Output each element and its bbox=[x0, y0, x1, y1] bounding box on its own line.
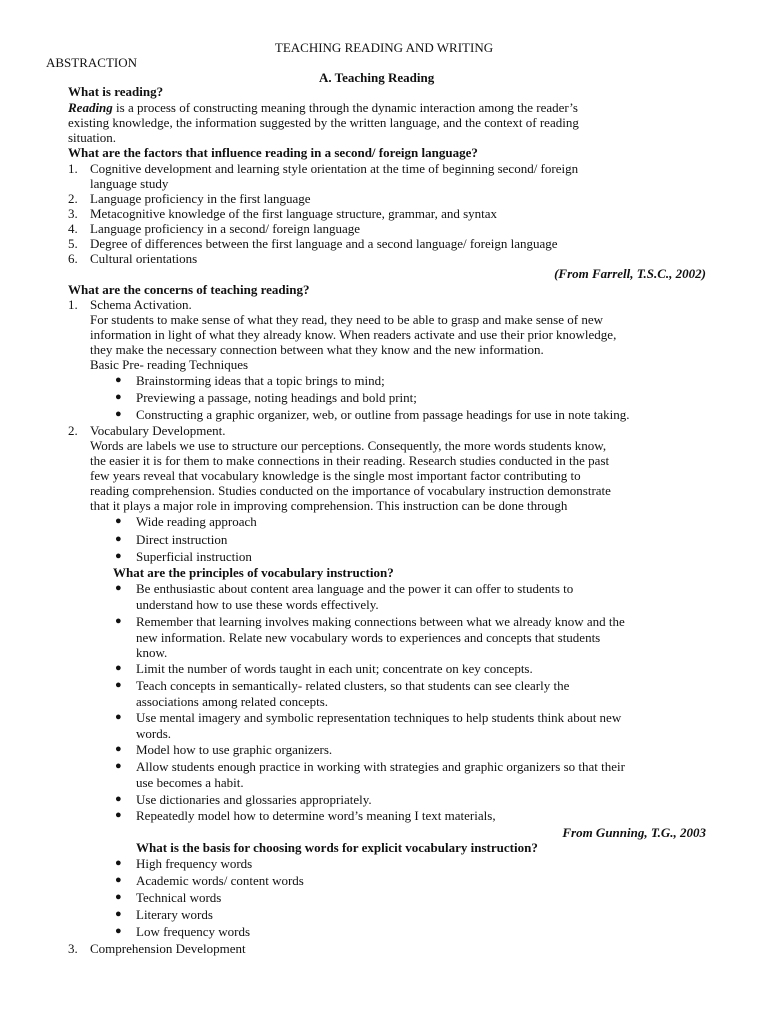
bullet-icon: ● bbox=[115, 760, 122, 772]
list-number: 3. bbox=[68, 206, 78, 221]
factor-item: Language proficiency in the first language bbox=[90, 191, 311, 206]
schema-activation-title: Schema Activation. bbox=[90, 297, 192, 312]
farrell-citation: (From Farrell, T.S.C., 2002) bbox=[554, 266, 706, 281]
list-number: 3. bbox=[68, 941, 78, 956]
principle-item-continued: understand how to use these words effectively. bbox=[136, 597, 379, 612]
factor-item: Metacognitive knowledge of the first language structure, grammar, and syntax bbox=[90, 206, 498, 221]
list-number: 4. bbox=[68, 221, 78, 236]
reading-definition-line-1 bbox=[68, 100, 578, 115]
bullet-icon: ● bbox=[115, 662, 122, 674]
reading-definition-text: is a process of constructing meaning through the dynamic interaction among the reader’s bbox=[112, 100, 578, 115]
principles-heading: What are the principles of vocabulary instruction? bbox=[113, 565, 394, 580]
word-type-item: Low frequency words bbox=[136, 924, 251, 939]
principle-item-continued: use becomes a habit. bbox=[136, 775, 244, 790]
factor-item: Cultural orientations bbox=[90, 251, 198, 266]
vocabulary-paragraph-line: that it plays a major role in improving comprehension. This instruction can be done through bbox=[90, 498, 568, 513]
bullet-icon: ● bbox=[115, 857, 122, 869]
bullet-icon: ● bbox=[115, 374, 122, 386]
bullet-icon: ● bbox=[115, 615, 122, 627]
list-number: 2. bbox=[68, 423, 78, 438]
factor-item: Degree of differences between the first language and a second language/ foreign language bbox=[90, 236, 558, 251]
instruction-approach: Direct instruction bbox=[136, 532, 228, 547]
concerns-heading: What are the concerns of teaching reading? bbox=[68, 282, 310, 297]
bullet-icon: ● bbox=[115, 679, 122, 691]
principle-item: Model how to use graphic organizers. bbox=[136, 742, 333, 757]
principle-item-continued: know. bbox=[136, 645, 168, 660]
principle-item: Repeatedly model how to determine word’s meaning I text materials, bbox=[136, 808, 496, 823]
principle-item: Be enthusiastic about content area language and the power it can offer to students to bbox=[136, 581, 574, 596]
reading-definition-line-3: situation. bbox=[68, 130, 117, 145]
bullet-icon: ● bbox=[115, 809, 122, 821]
schema-paragraph-line: information in light of what they already know. When readers activate and use their prior knowledge, bbox=[90, 327, 617, 342]
list-number: 5. bbox=[68, 236, 78, 251]
list-number: 2. bbox=[68, 191, 78, 206]
what-is-reading-heading: What is reading? bbox=[68, 84, 164, 99]
bullet-icon: ● bbox=[115, 391, 122, 403]
factor-item: Language proficiency in a second/ foreign language bbox=[90, 221, 360, 236]
bullet-icon: ● bbox=[115, 711, 122, 723]
list-number: 6. bbox=[68, 251, 78, 266]
pre-reading-technique: Brainstorming ideas that a topic brings to mind; bbox=[136, 373, 385, 388]
reading-term: Reading bbox=[68, 100, 113, 115]
principle-item: Remember that learning involves making connections between what we already know and the bbox=[136, 614, 625, 629]
instruction-approach: Wide reading approach bbox=[136, 514, 257, 529]
bullet-icon: ● bbox=[115, 874, 122, 886]
pre-reading-subheading: Basic Pre- reading Techniques bbox=[90, 357, 249, 372]
word-type-item: High frequency words bbox=[136, 856, 253, 871]
comprehension-development-title: Comprehension Development bbox=[90, 941, 246, 956]
abstraction-heading: ABSTRACTION bbox=[46, 55, 138, 70]
bullet-icon: ● bbox=[115, 533, 122, 545]
bullet-icon: ● bbox=[115, 908, 122, 920]
bullet-icon: ● bbox=[115, 743, 122, 755]
list-number: 1. bbox=[68, 297, 78, 312]
principle-item-continued: new information. Relate new vocabulary words to experiences and concepts that students bbox=[136, 630, 601, 645]
principle-item-continued: words. bbox=[136, 726, 172, 741]
instruction-approach: Superficial instruction bbox=[136, 549, 252, 564]
bullet-icon: ● bbox=[115, 515, 122, 527]
basis-heading: What is the basis for choosing words for explicit vocabulary instruction? bbox=[136, 840, 538, 855]
factor-item-continued: language study bbox=[90, 176, 169, 191]
principle-item: Limit the number of words taught in each unit; concentrate on key concepts. bbox=[136, 661, 533, 676]
vocabulary-paragraph-line: reading comprehension. Studies conducted on the importance of vocabulary instruction demonstrate bbox=[90, 483, 611, 498]
factors-heading: What are the factors that influence reading in a second/ foreign language? bbox=[68, 145, 478, 160]
pre-reading-technique: Previewing a passage, noting headings and bold print; bbox=[136, 390, 417, 405]
factor-item: Cognitive development and learning style orientation at the time of beginning second/ foreign bbox=[90, 161, 579, 176]
reading-definition-line-2: existing knowledge, the information suggested by the written language, and the context of reading bbox=[68, 115, 579, 130]
principle-item: Use dictionaries and glossaries appropriately. bbox=[136, 792, 372, 807]
principle-item: Use mental imagery and symbolic representation techniques to help students think about new bbox=[136, 710, 622, 725]
bullet-icon: ● bbox=[115, 793, 122, 805]
vocabulary-paragraph-line: few years reveal that vocabulary knowledge is the single most important factor contributing to bbox=[90, 468, 581, 483]
word-type-item: Technical words bbox=[136, 890, 222, 905]
list-number: 1. bbox=[68, 161, 78, 176]
gunning-citation: From Gunning, T.G., 2003 bbox=[562, 825, 706, 840]
section-a-heading: A. Teaching Reading bbox=[319, 70, 435, 85]
pre-reading-technique: Constructing a graphic organizer, web, or outline from passage headings for use in note taking. bbox=[136, 407, 630, 422]
schema-paragraph-line: For students to make sense of what they read, they need to be able to grasp and make sense of new bbox=[90, 312, 603, 327]
bullet-icon: ● bbox=[115, 925, 122, 937]
principle-item: Teach concepts in semantically- related clusters, so that students can see clearly the bbox=[136, 678, 570, 693]
vocabulary-development-title: Vocabulary Development. bbox=[90, 423, 226, 438]
document-title: TEACHING READING AND WRITING bbox=[274, 40, 494, 55]
bullet-icon: ● bbox=[115, 550, 122, 562]
bullet-icon: ● bbox=[115, 891, 122, 903]
principle-item: Allow students enough practice in working with strategies and graphic organizers so that their bbox=[136, 759, 625, 774]
vocabulary-paragraph-line: Words are labels we use to structure our perceptions. Consequently, the more words students know, bbox=[90, 438, 607, 453]
word-type-item: Literary words bbox=[136, 907, 213, 922]
bullet-icon: ● bbox=[115, 582, 122, 594]
bullet-icon: ● bbox=[115, 408, 122, 420]
principle-item-continued: associations among related concepts. bbox=[136, 694, 329, 709]
vocabulary-paragraph-line: the easier it is for them to make connections in their reading. Research studies conducted in the past bbox=[90, 453, 610, 468]
word-type-item: Academic words/ content words bbox=[136, 873, 304, 888]
schema-paragraph-line: they make the necessary connection between what they know and the new information. bbox=[90, 342, 544, 357]
